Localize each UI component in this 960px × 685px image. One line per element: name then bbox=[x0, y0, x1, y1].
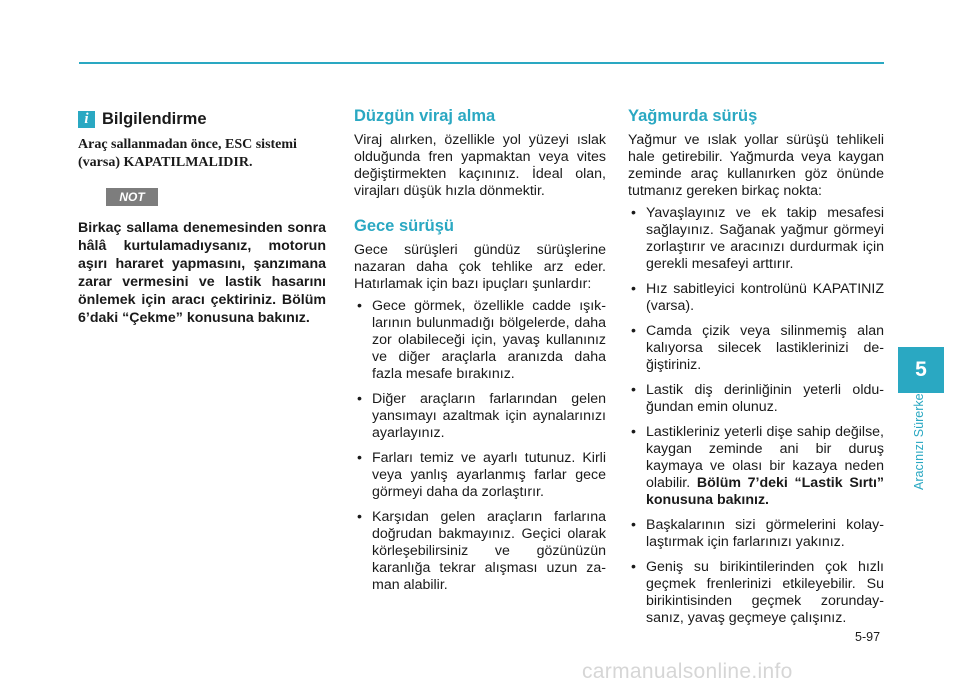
list-item bbox=[628, 424, 884, 509]
watermark: carmanualsonline.info bbox=[582, 660, 793, 683]
header-rule bbox=[79, 62, 884, 64]
list-item-reference: Bölüm 7’deki “Lastik Sırtı” konusuna bakınız. bbox=[646, 475, 884, 508]
note-text: Birkaç sallama denemesinden sonra hâlâ kurtulamadıysanız, motorun aşırı hararet yapmasını, şanzımana zarar vermesini ve lastik hasarını önlemek için aracı çektiriniz. Bölüm 6’daki “Çekme” konusuna bakınız. bbox=[78, 220, 326, 326]
info-header bbox=[78, 106, 326, 132]
heading-curve: Düzgün viraj alma bbox=[354, 107, 496, 125]
info-title: Bilgilendirme bbox=[102, 109, 207, 128]
page-number: 5-97 bbox=[855, 630, 881, 644]
list-item: • Gece görmek, özellikle cadde ışıklarının bulunmadığı bölgelerde, daha zor olabileceği için, yavaş kullanınız ve diğer araçlarla aranızda daha fazla mesafe bırakınız. bbox=[354, 298, 606, 383]
list-item: • Farları temiz ve ayarlı tutunuz. Kirli veya yanlış ayarlanmış farlar gece görmeyi daha da zorlaştırır. bbox=[354, 450, 606, 501]
rain-text: Yağmur ve ıslak yollar sürüşü tehlikeli hale getirebilir. Yağmurda veya kaygan zeminde araç kullanırken göz önünde tutmanız gereken birkaç nokta: bbox=[628, 132, 884, 199]
info-text: Araç sallanmadan önce, ESC sistemi (varsa) KAPATILMALIDIR. bbox=[78, 137, 297, 170]
rain-list bbox=[628, 205, 884, 627]
chapter-side-label bbox=[912, 386, 928, 490]
heading-rain: Yağmurda sürüş bbox=[628, 107, 758, 125]
list-item: • Yavaşlayınız ve ek takip mesafesi sağlayınız. Sağanak yağmur görmeyi zorlaştırır ve aracınızı durdurmak için gerekli mesafeyi arttırır. bbox=[628, 205, 884, 273]
column-left bbox=[78, 106, 326, 327]
list-item: • Geniş su birikintilerinden çok hızlı geçmek frenlerinizi etkileyebilir. Su birikintisinden geçmek zorundaysanız, yavaş geçmeye çalışınız. bbox=[628, 559, 884, 627]
heading-night: Gece sürüşü bbox=[354, 217, 454, 235]
info-icon: i bbox=[78, 111, 95, 128]
list-item: • Hız sabitleyici kontrolünü KAPATINIZ (varsa). bbox=[628, 281, 884, 315]
chapter-number-tab: 5 bbox=[898, 347, 944, 393]
list-item: • Başkalarının sizi görmelerini kolaylaştırmak için farlarınızı yakınız. bbox=[628, 517, 884, 551]
curve-text: Viraj alırken, özellikle yol yüzeyi ıslak olduğunda fren yapmaktan veya vites değiştirmekten kaçınınız. İdeal olan, virajları düşük hızla dönmektir. bbox=[354, 132, 606, 199]
list-item: • Diğer araçların farlarından gelen yansımayı azaltmak için aynalarınızı ayarlayınız. bbox=[354, 391, 606, 442]
night-list bbox=[354, 298, 606, 594]
list-item: • Lastik diş derinliğinin yeterli olduğundan emin olunuz. bbox=[628, 382, 884, 416]
list-item: • Camda çizik veya silinmemiş alan kalıyorsa silecek lastiklerinizi değiştiriniz. bbox=[628, 323, 884, 374]
chapter-label-text: Aracınızı Sürerken bbox=[912, 386, 926, 490]
list-item-text: Lastikleriniz yeterli dişe sahip değilse, kaygan zeminde ani bir duruş kaymaya ve olası bir kazaya neden olabilir. bbox=[646, 424, 884, 491]
note-badge: NOT bbox=[106, 188, 158, 206]
list-item: • Karşıdan gelen araçların farlarına doğrudan bakmayınız. Geçici olarak körleşebilirsiniz ve gözünüzün karanlığa tekrar alışması uzun zaman alabilir. bbox=[354, 509, 606, 594]
column-middle bbox=[354, 106, 606, 602]
column-right bbox=[628, 106, 884, 635]
night-text: Gece sürüşleri gündüz sürüşlerine nazaran daha çok tehlike arz eder. Hatırlamak için bazı ipuçları şunlardır: bbox=[354, 242, 606, 292]
